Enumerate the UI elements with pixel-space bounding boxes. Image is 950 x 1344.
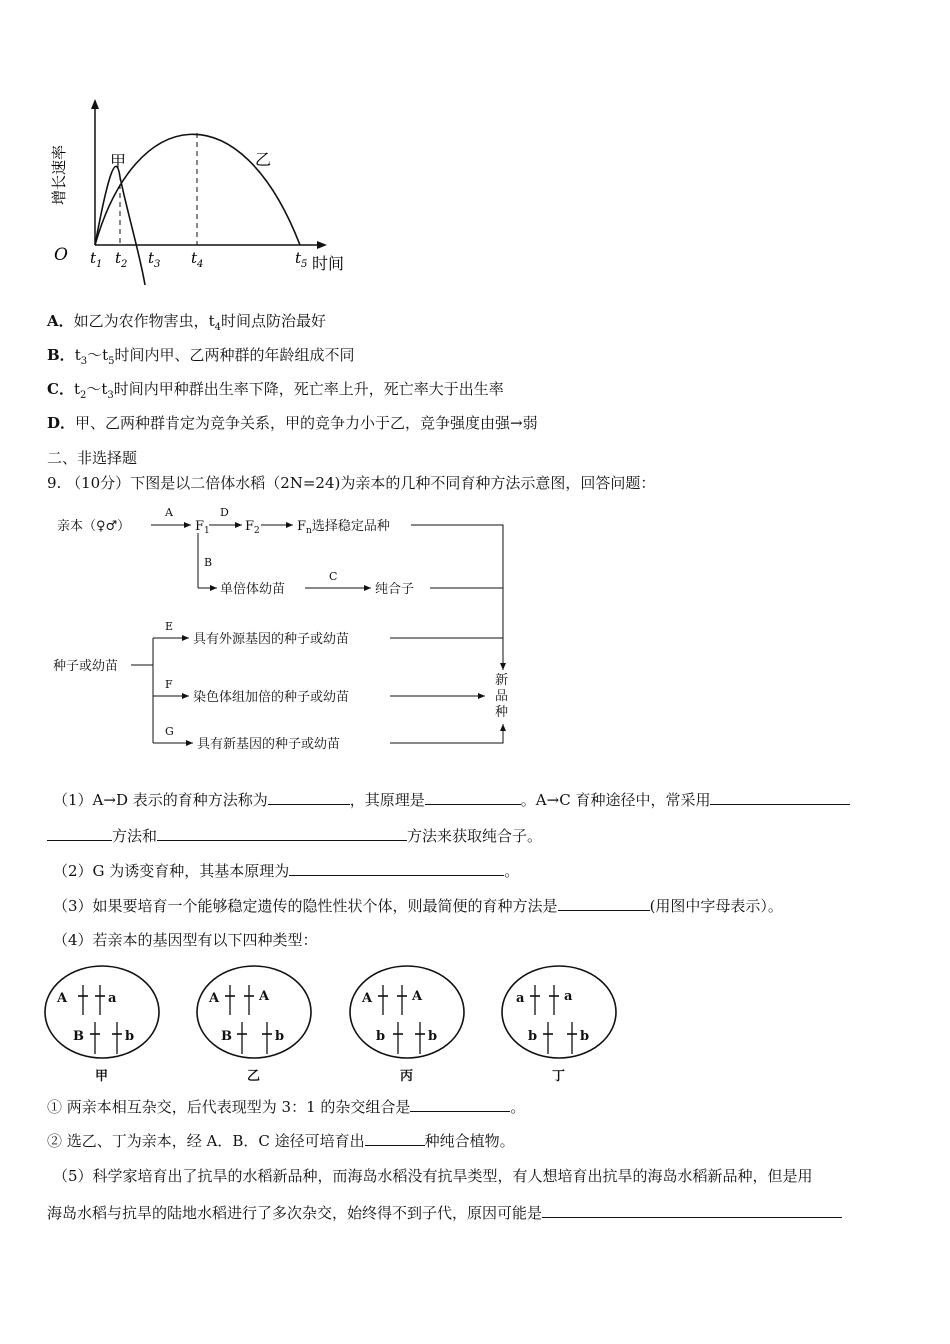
e-text: 具有外源基因的种子或幼苗 <box>193 632 350 647</box>
option-letter: D． <box>47 414 76 432</box>
label-F: F <box>165 678 173 691</box>
option-c: C．$t_2\sim t_3$时间内甲种群出生率下降，死亡率上升，死亡率大于出生率 <box>47 380 504 401</box>
option-a: A．如乙为农作物害虫，$t_4$时间点防治最好 <box>47 312 327 333</box>
breeding-flow-diagram <box>45 500 535 760</box>
answer-blank[interactable] <box>425 790 521 805</box>
growth-rate-graph <box>40 95 360 285</box>
tick-t2: $t_2$ <box>115 249 128 270</box>
question-9-stem: 9. （10分）下图是以二倍体水稻（2N=24)为亲本的几种不同育种方法示意图，回答问题： <box>47 474 656 492</box>
section-title: 二、非选择题 <box>47 449 138 467</box>
svg-text:A: A <box>57 991 68 1006</box>
option-letter: B． <box>47 346 75 364</box>
haploid-label: 单倍体幼苗 <box>220 582 286 597</box>
cell-jia <box>45 966 159 1084</box>
f-text: 染色体组加倍的种子或幼苗 <box>193 690 350 705</box>
pure-label: 纯合子 <box>375 582 415 597</box>
f1-label: $F_1$ <box>195 519 210 536</box>
tick-t3: $t_3$ <box>148 249 161 270</box>
ylabel: 增长速率 <box>50 144 68 206</box>
svg-text:A: A <box>209 991 220 1006</box>
q4-line: （4）若亲本的基因型有以下四种类型： <box>53 931 318 949</box>
option-letter: C． <box>47 380 74 398</box>
option-letter: A． <box>47 312 74 330</box>
option-b: B．$t_3\sim t_5$时间内甲、乙两种群的年龄组成不同 <box>47 346 355 367</box>
y-axis-arrow <box>91 99 99 109</box>
answer-blank[interactable] <box>365 1131 425 1146</box>
svg-text:a: a <box>108 991 117 1006</box>
svg-text:丁: 丁 <box>552 1069 566 1084</box>
svg-text:A: A <box>412 989 423 1004</box>
q2-line: （2）G 为诱变育种，其基本原理为 。 <box>53 862 520 880</box>
cell-ding <box>502 966 616 1084</box>
g-text: 具有新基因的种子或幼苗 <box>197 737 341 752</box>
tick-t1: $t_1$ <box>90 249 103 270</box>
answer-blank[interactable] <box>558 896 650 911</box>
genotype-cells <box>40 960 640 1088</box>
label-G: G <box>165 725 174 738</box>
answer-blank[interactable] <box>410 1097 510 1112</box>
svg-text:b: b <box>275 1029 285 1044</box>
q5-line2: 海岛水稻与抗旱的陆地水稻进行了多次杂交，始终得不到子代，原因可能是 <box>47 1203 842 1223</box>
answer-blank[interactable] <box>268 790 350 805</box>
svg-text:a: a <box>516 991 525 1006</box>
fn-label: $F_n$选择稳定品种 <box>297 519 390 536</box>
seed-label: 种子或幼苗 <box>53 659 119 674</box>
svg-text:b: b <box>125 1029 135 1044</box>
cell-bing <box>350 966 464 1084</box>
label-A: A <box>165 506 173 519</box>
svg-text:b: b <box>580 1029 590 1044</box>
answer-blank[interactable] <box>47 826 112 841</box>
tick-t5: $t_5$ <box>295 249 308 270</box>
svg-text:b: b <box>528 1029 538 1044</box>
svg-text:B: B <box>73 1029 84 1044</box>
svg-text:A: A <box>362 991 373 1006</box>
q1-line1: （1）A→D 表示的育种方法称为 ，其原理是 。A→C 育种途径中，常采用 <box>53 790 850 810</box>
svg-text:乙: 乙 <box>247 1069 261 1084</box>
origin-label: O <box>54 245 68 265</box>
answer-blank[interactable] <box>289 861 504 876</box>
result-char-1: 新 <box>495 673 509 688</box>
q5-line1: （5）科学家培育出了抗旱的水稻新品种，而海岛水稻没有抗旱类型，有人想培育出抗旱的海岛水稻新品种，但是用 <box>53 1167 813 1185</box>
parent-label: 亲本（♀♂） <box>57 519 131 534</box>
svg-text:丙: 丙 <box>400 1069 414 1084</box>
result-char-2: 品 <box>495 689 509 704</box>
answer-blank[interactable] <box>710 790 850 805</box>
f2-label: $F_2$ <box>245 519 260 536</box>
svg-text:a: a <box>564 989 573 1004</box>
label-B: B <box>204 556 213 569</box>
q1-line2: 方法和 方法来获取纯合子。 <box>47 826 542 846</box>
x-axis-arrow <box>317 241 327 249</box>
svg-text:b: b <box>428 1029 438 1044</box>
svg-text:A: A <box>259 989 270 1004</box>
answer-blank[interactable] <box>157 826 407 841</box>
q4-1-line: ① 两亲本相互杂交，后代表现型为 3：1 的杂交组合是 。 <box>47 1098 526 1116</box>
svg-text:b: b <box>376 1029 386 1044</box>
q3-line: （3）如果要培育一个能够稳定遗传的隐性性状个体，则最简便的育种方法是 (用图中字母表示）。 <box>53 897 783 915</box>
curve-jia-label: 甲 <box>110 152 127 171</box>
q4-2-line: ② 选乙、丁为亲本，经 A．B．C 途径可培育出 种纯合植物。 <box>47 1132 515 1150</box>
option-d: D．甲、乙两种群肯定为竞争关系，甲的竞争力小于乙，竞争强度由强→弱 <box>47 414 538 432</box>
label-D: D <box>220 506 229 519</box>
svg-text:甲: 甲 <box>95 1069 109 1084</box>
tick-t4: $t_4$ <box>191 249 204 270</box>
result-char-3: 种 <box>495 705 509 720</box>
answer-blank[interactable] <box>542 1203 842 1218</box>
curve-yi-label: 乙 <box>255 150 272 169</box>
cell-yi <box>197 966 311 1084</box>
xlabel: 时间 <box>312 254 345 273</box>
label-C: C <box>329 570 338 583</box>
label-E: E <box>165 620 174 633</box>
svg-text:B: B <box>221 1029 232 1044</box>
